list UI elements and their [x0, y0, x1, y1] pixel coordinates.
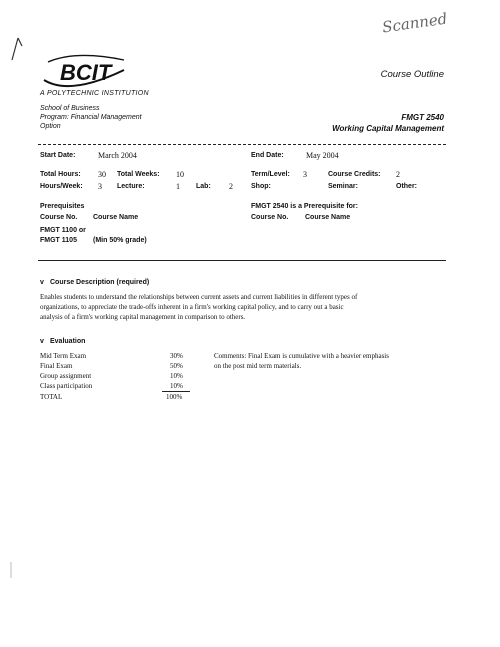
lab-label: Lab:: [196, 183, 211, 190]
description-title: Course Description (required): [50, 279, 150, 286]
description-bullet: v: [40, 279, 44, 286]
total-hours-label: Total Hours:: [40, 171, 81, 178]
prereq-for-title: FMGT 2540 is a Prerequisite for:: [251, 203, 358, 210]
shop-label: Shop:: [251, 183, 271, 190]
evaluation-title: Evaluation: [50, 338, 86, 345]
pen-mark-icon: [6, 34, 26, 64]
course-credits-value: 2: [396, 170, 400, 179]
description-line-1: Enables students to understand the relationships between current assets and current liabilities in different types of: [40, 293, 358, 301]
hours-week-value: 3: [98, 182, 102, 191]
lecture-value: 1: [176, 182, 180, 191]
hours-week-label: Hours/Week:: [40, 183, 83, 190]
other-label: Other:: [396, 183, 417, 190]
logo-tagline: A POLYTECHNIC INSTITUTION: [40, 90, 149, 97]
course-credits-label: Course Credits:: [328, 171, 381, 178]
prereq-course-name-label: Course Name: [93, 214, 139, 221]
total-hours-value: 30: [98, 170, 106, 179]
seminar-label: Seminar:: [328, 183, 358, 190]
prereq-course-1: FMGT 1100 or: [40, 227, 86, 234]
term-level-label: Term/Level:: [251, 171, 290, 178]
program-name: Program: Financial Management: [40, 114, 142, 121]
course-title: Working Capital Management: [332, 124, 444, 133]
eval-total-label: TOTAL: [40, 393, 63, 401]
eval-weight-midterm: 30%: [170, 352, 183, 360]
lab-value: 2: [229, 182, 233, 191]
prereq-grade-note: (Min 50% grade): [93, 237, 147, 244]
description-line-2: organizations, to appreciate the trade-offs inherent in a firm's working capital policy, and to carry out a basic: [40, 303, 344, 311]
eval-weight-group: 10%: [170, 372, 183, 380]
prereq-for-course-name-label: Course Name: [305, 214, 351, 221]
eval-item-group: Group assignment: [40, 372, 92, 380]
description-line-3: analysis of a firm's working capital management in comparison to others.: [40, 313, 246, 321]
eval-comments-line-1: Comments: Final Exam is cumulative with a heavier emphasis: [214, 352, 389, 360]
end-date-label: End Date:: [251, 152, 284, 159]
prereq-course-2: FMGT 1105: [40, 237, 77, 244]
details-divider: [38, 260, 446, 261]
header-divider: [38, 144, 446, 145]
term-level-value: 3: [303, 170, 307, 179]
evaluation-bullet: v: [40, 338, 44, 345]
end-date-value: May 2004: [306, 151, 339, 160]
eval-item-participation: Class participation: [40, 382, 93, 390]
logo-text: BCIT: [60, 60, 112, 85]
start-date-value: March 2004: [98, 151, 137, 160]
prereq-course-no-label: Course No.: [40, 214, 78, 221]
course-code: FMGT 2540: [401, 113, 444, 122]
start-date-label: Start Date:: [40, 152, 76, 159]
eval-item-midterm: Mid Term Exam: [40, 352, 87, 360]
prerequisites-title: Prerequisites: [40, 203, 85, 210]
eval-weight-final: 50%: [170, 362, 183, 370]
total-underline: [162, 391, 190, 392]
doc-type: Course Outline: [380, 69, 444, 80]
total-weeks-value: 10: [176, 170, 184, 179]
eval-comments-line-2: on the post mid term materials.: [214, 362, 302, 370]
total-weeks-label: Total Weeks:: [117, 171, 160, 178]
option-label: Option: [40, 123, 61, 130]
eval-total-value: 100%: [166, 393, 183, 401]
prereq-for-course-no-label: Course No.: [251, 214, 289, 221]
eval-weight-participation: 10%: [170, 382, 183, 390]
lecture-label: Lecture:: [117, 183, 145, 190]
school-name: School of Business: [40, 105, 100, 112]
scan-mark-icon: [8, 560, 14, 580]
handwritten-note: Scanned: [381, 9, 449, 37]
eval-item-final: Final Exam: [40, 362, 73, 370]
